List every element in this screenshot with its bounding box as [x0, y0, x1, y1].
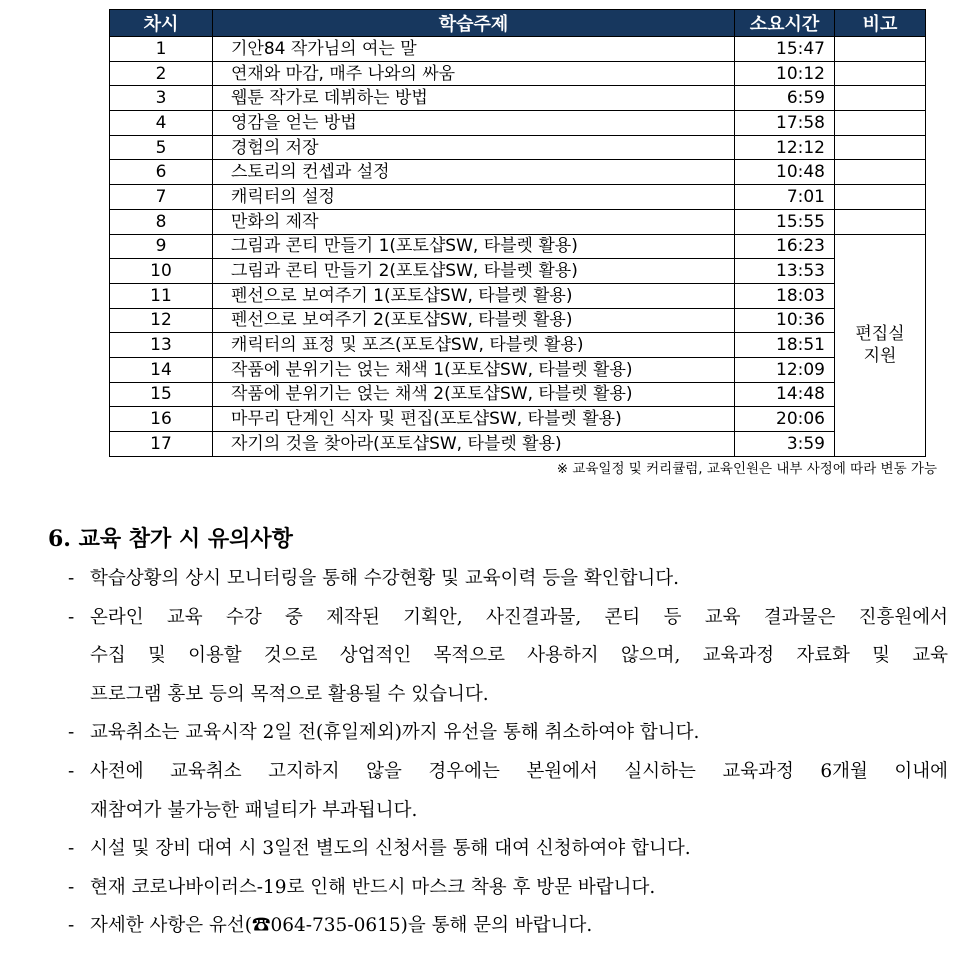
table-row — [110, 357, 926, 382]
notice-line: - 현재 코로나바이러스-19로 인해 반드시 마스크 착용 후 방문 바랍니다. — [90, 876, 656, 898]
session-topic: 캐릭터의 설정 — [213, 185, 735, 210]
table-row — [110, 160, 926, 185]
table-row — [110, 259, 926, 284]
session-duration: 15:47 — [735, 37, 835, 62]
session-duration: 16:23 — [735, 234, 835, 259]
session-topic: 마무리 단계인 식자 및 편집(포토샵SW, 타블렛 활용) — [213, 407, 735, 432]
table-row — [110, 185, 926, 210]
table-body — [110, 37, 926, 457]
notice-item — [68, 714, 948, 753]
table-row — [110, 283, 926, 308]
session-topic: 작품에 분위기는 얹는 채색 2(포토샵SW, 타블렛 활용) — [213, 382, 735, 407]
session-duration: 17:58 — [735, 111, 835, 136]
session-topic: 그림과 콘티 만들기 2(포토샵SW, 타블렛 활용) — [213, 259, 735, 284]
notice-item — [68, 907, 948, 946]
remarks-line-1: 편집실 — [855, 324, 905, 345]
session-number: 6 — [110, 160, 213, 185]
remarks-merged-cell — [835, 234, 926, 456]
table-row — [110, 382, 926, 407]
session-topic: 경험의 저장 — [213, 135, 735, 160]
remarks-cell — [835, 37, 926, 62]
table-header-row — [110, 10, 926, 37]
notice-line: 수집 및 이용할 것으로 상업적인 목적으로 사용하지 않으며, 교육과정 자료화 및 교육 — [90, 645, 948, 667]
session-duration: 15:55 — [735, 209, 835, 234]
session-duration: 20:06 — [735, 407, 835, 432]
table-footnote: ※ 교육일정 및 커리큘럼, 교육인원은 내부 사정에 따라 변동 가능 — [556, 461, 937, 477]
notice-item — [68, 753, 948, 830]
header-duration: 소요시간 — [735, 10, 835, 37]
session-topic: 펜선으로 보여주기 1(포토샵SW, 타블렛 활용) — [213, 283, 735, 308]
table-row — [110, 61, 926, 86]
notice-line: - 시설 및 장비 대여 시 3일전 별도의 신청서를 통해 대여 신청하여야 합니다. — [90, 838, 691, 860]
header-remarks: 비고 — [835, 10, 926, 37]
session-number: 15 — [110, 382, 213, 407]
table-row — [110, 234, 926, 259]
remarks-cell — [835, 160, 926, 185]
session-topic: 영감을 얻는 방법 — [213, 111, 735, 136]
session-duration: 18:51 — [735, 333, 835, 358]
session-topic: 연재와 마감, 매주 나와의 싸움 — [213, 61, 735, 86]
session-number: 1 — [110, 37, 213, 62]
session-duration: 10:36 — [735, 308, 835, 333]
notice-item — [68, 830, 948, 869]
notice-line: 프로그램 홍보 등의 목적으로 활용될 수 있습니다. — [90, 683, 489, 705]
curriculum-table — [109, 9, 926, 457]
session-number: 16 — [110, 407, 213, 432]
notice-list — [68, 560, 948, 946]
session-number: 5 — [110, 135, 213, 160]
remarks-cell — [835, 61, 926, 86]
section-title: 6. 교육 참가 시 유의사항 — [48, 526, 293, 552]
session-topic: 그림과 콘티 만들기 1(포토샵SW, 타블렛 활용) — [213, 234, 735, 259]
session-topic: 펜선으로 보여주기 2(포토샵SW, 타블렛 활용) — [213, 308, 735, 333]
session-number: 9 — [110, 234, 213, 259]
table-row — [110, 333, 926, 358]
session-number: 3 — [110, 86, 213, 111]
notice-line: - 자세한 사항은 유선(☎064-735-0615)을 통해 문의 바랍니다. — [90, 915, 593, 937]
table-row — [110, 86, 926, 111]
notice-line: - 교육취소는 교육시작 2일 전(휴일제외)까지 유선을 통해 취소하여야 합니다. — [90, 722, 700, 744]
notice-line: - 사전에 교육취소 고지하지 않을 경우에는 본원에서 실시하는 교육과정 6개월 이내에 — [90, 760, 948, 782]
notice-item — [68, 560, 948, 599]
table-row — [110, 432, 926, 457]
header-session: 차시 — [110, 10, 213, 37]
session-topic: 스토리의 컨셉과 설정 — [213, 160, 735, 185]
table-row — [110, 407, 926, 432]
session-number: 11 — [110, 283, 213, 308]
notice-item — [68, 599, 948, 715]
table-row — [110, 135, 926, 160]
notice-line: - 학습상황의 상시 모니터링을 통해 수강현황 및 교육이력 등을 확인합니다. — [90, 568, 680, 589]
session-number: 14 — [110, 357, 213, 382]
session-duration: 18:03 — [735, 283, 835, 308]
table-row — [110, 37, 926, 62]
session-topic: 만화의 제작 — [213, 209, 735, 234]
session-number: 17 — [110, 432, 213, 457]
session-duration: 6:59 — [735, 86, 835, 111]
session-topic: 자기의 것을 찾아라(포토샵SW, 타블렛 활용) — [213, 432, 735, 457]
header-topic: 학습주제 — [213, 10, 735, 37]
table-row — [110, 308, 926, 333]
remarks-line-2: 지원 — [863, 346, 897, 367]
session-topic: 캐릭터의 표정 및 포즈(포토샵SW, 타블렛 활용) — [213, 333, 735, 358]
session-topic: 웹툰 작가로 데뷔하는 방법 — [213, 86, 735, 111]
session-number: 13 — [110, 333, 213, 358]
remarks-cell — [835, 86, 926, 111]
session-number: 8 — [110, 209, 213, 234]
table-row — [110, 209, 926, 234]
remarks-cell — [835, 135, 926, 160]
notice-item — [68, 869, 948, 908]
remarks-cell — [835, 111, 926, 136]
notice-line: - 온라인 교육 수강 중 제작된 기획안, 사진결과물, 콘티 등 교육 결과물은 진흥원에서 — [90, 606, 948, 628]
session-number: 2 — [110, 61, 213, 86]
session-topic: 기안84 작가님의 여는 말 — [213, 37, 735, 62]
session-topic: 작품에 분위기는 얹는 채색 1(포토샵SW, 타블렛 활용) — [213, 357, 735, 382]
session-duration: 3:59 — [735, 432, 835, 457]
session-duration: 10:12 — [735, 61, 835, 86]
session-number: 10 — [110, 259, 213, 284]
notice-line: 재참여가 불가능한 패널티가 부과됩니다. — [90, 799, 418, 821]
session-duration: 12:12 — [735, 135, 835, 160]
remarks-cell — [835, 185, 926, 210]
session-duration: 12:09 — [735, 357, 835, 382]
session-duration: 14:48 — [735, 382, 835, 407]
session-number: 12 — [110, 308, 213, 333]
session-duration: 7:01 — [735, 185, 835, 210]
table-row — [110, 111, 926, 136]
session-number: 7 — [110, 185, 213, 210]
session-duration: 13:53 — [735, 259, 835, 284]
session-number: 4 — [110, 111, 213, 136]
remarks-cell — [835, 209, 926, 234]
session-duration: 10:48 — [735, 160, 835, 185]
